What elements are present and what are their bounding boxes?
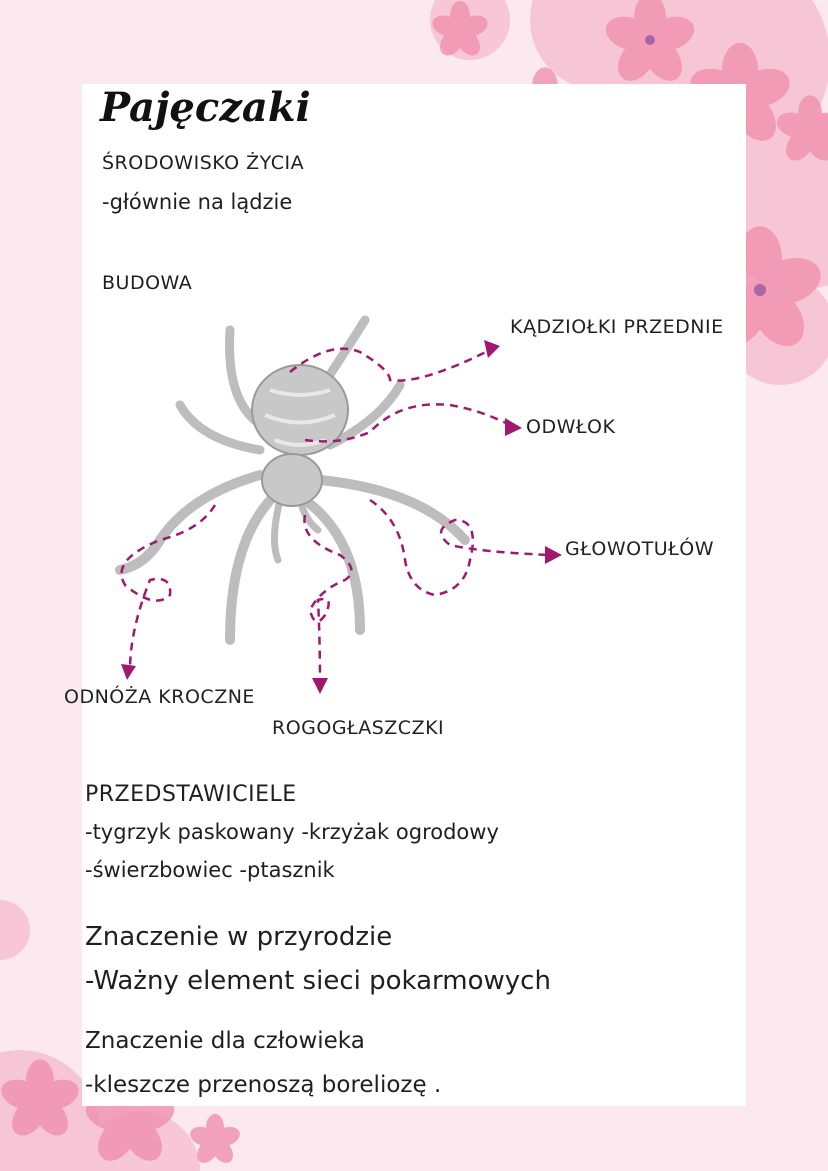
habitat-text: -głównie na lądzie <box>102 190 293 214</box>
representatives-heading: PRZEDSTAWICIELE <box>85 782 297 807</box>
habitat-heading: ŚRODOWISKO ŻYCIA <box>102 152 305 174</box>
label-abdomen: ODWŁOK <box>526 416 616 438</box>
structure-heading: BUDOWA <box>102 272 193 294</box>
nature-text: -Ważny element sieci pokarmowych <box>85 966 551 996</box>
label-cephalothorax: GŁOWOTUŁÓW <box>565 538 715 560</box>
page-title: Pajęczaki <box>100 84 311 131</box>
nature-heading: Znaczenie w przyrodzie <box>85 922 393 952</box>
representatives-line-1: -tygrzyk paskowany -krzyżak ogrodowy <box>85 820 499 844</box>
human-text: -kleszcze przenoszą boreliozę . <box>85 1072 442 1098</box>
label-spinnerets: KĄDZIOŁKI PRZEDNIE <box>510 316 724 338</box>
human-heading: Znaczenie dla człowieka <box>85 1028 365 1054</box>
label-walking-legs: ODNÓŻA KROCZNE <box>64 686 255 708</box>
arrow-cephalothorax <box>370 500 550 595</box>
label-pedipalps: ROGOGŁASZCZKI <box>272 717 445 739</box>
representatives-line-2: -świerzbowiec -ptasznik <box>85 858 335 882</box>
